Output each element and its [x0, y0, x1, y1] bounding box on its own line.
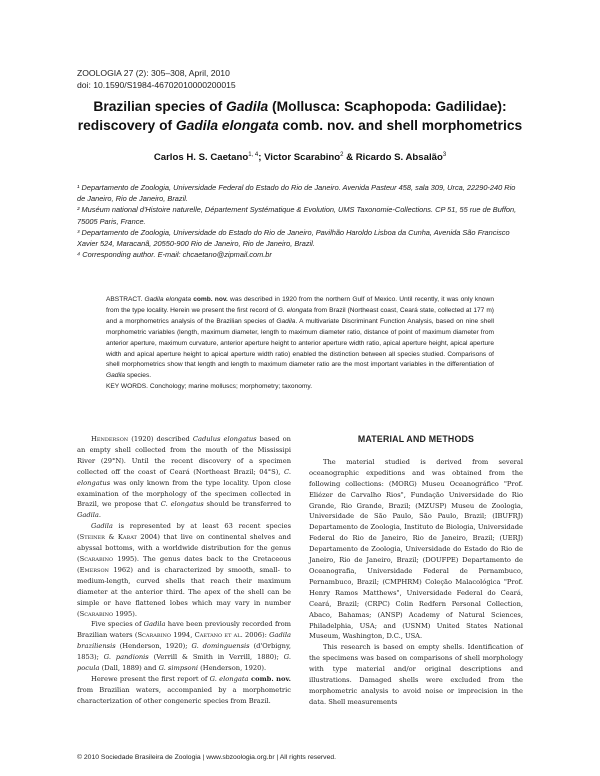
abstract-body: . A multivariate Discriminant Function Analysis, based on nine shell morphometric variables (length, maximum diameter, length to maximum diameter ratio, distance of point of maximum diameter from anterior aperture, maximum curvature, anterior aperture height to anterior aperture width ratio, apical aperture height, apical aperture width and apical aperture height to apical aperture width ratio) enabled the distinction between all species studied. Comparisons of shell morphometrics show that length and length to maximum diameter ratio are the most important variables in the differentiation of: [106, 317, 494, 369]
intro-paragraph: [77, 674, 291, 707]
body-text: (Dall, 1889) and: [99, 664, 159, 673]
body-text: (Henderson, 1920).: [198, 664, 267, 673]
body-text: Herewe present the first report of: [91, 674, 210, 683]
intro-paragraph: [77, 521, 291, 619]
species-name: C. elongatus: [160, 500, 204, 509]
intro-paragraph: [77, 619, 291, 674]
species-name: G. simpsoni: [158, 664, 199, 673]
section-heading: MATERIAL AND METHODS: [357, 434, 475, 444]
citation: Scarabino: [137, 631, 171, 640]
genus-name: Gadila: [91, 522, 113, 531]
body-text: Five species of: [91, 620, 144, 629]
affiliation: ¹ Departamento de Zoologia, Universidade Federal do Estado do Rio de Janeiro. Avenida Pasteur 458, sala 309, Urca, 22290-240 Rio de Janeiro, Rio de Janeiro, Brazil.: [77, 183, 516, 204]
body-text: 2006):: [242, 631, 270, 640]
genus-name: Gadila: [276, 317, 296, 325]
body-text: from Brazilian waters, accompanied by a morphometric characterization of other congeneric species from Brazil.: [77, 685, 291, 705]
journal-citation: ZOOLOGIA 27 (2): 305–308, April, 2010: [77, 68, 230, 78]
body-text: (Henderson, 1920);: [115, 642, 192, 651]
species-name: Gadila elongata: [144, 296, 192, 303]
species-name: Cadulus elongatus: [192, 435, 257, 443]
species-name: C. elongatus: [77, 467, 291, 487]
doi: doi: 10.1590/S1984-46702010000200015: [77, 79, 236, 90]
citation: Henderson: [91, 435, 129, 443]
species-name: G. elongata: [209, 674, 249, 683]
body-text: .: [98, 511, 102, 520]
author-name: & Ricardo S. Absalão: [343, 152, 443, 164]
citation: Steiner & Kabat: [79, 533, 137, 542]
species-name: Gadila braziliensis: [77, 631, 291, 651]
title-text: Brazilian species of: [93, 99, 227, 114]
methods-paragraph: The material studied is derived from several oceanographic expeditions and was obtained from the following collections: (MORG) Museu Oceanográfico "Prof. Eliézer de Carvalho Rios", Fundação Universidade do Rio Grande, Rio Grande, Brazil; (MZUSP) Museu de Zoologia, Universidade de São Paulo, São Paulo, Brazil; (IBUFRJ) Departamento de Zoologia, Instituto de Biologia, Universidade Federal do Rio de Janeiro, Rio de Janeiro, Brazil; (UERJ) Departamento de Zoologia, Universidade do Estado do Rio de Janeiro, Rio de Janeiro, Brazil; (DOUFPE) Departamento de Oceanografia, Universidade Federal de Pernambuco, Pernambuco, Brazil; (CMPHRM) Coleção Malacológica "Prof. Henry Ramos Matthews", Universidade Federal do Ceará, Ceará, Brazil; (CRPC) Colin Redfern Personal Collection, Abaco, Bahamas; (ANSP) Academy of Natural Sciences, Philadelphia, USA; and (USNM) United States National Museum, Washington, D.C., USA.: [309, 457, 523, 641]
body-text: 1994,: [170, 631, 195, 640]
abstract-body: from Brazil (Northeast coast, Ceará state, collected at 177 m) and a morphometrics analysis of the Brazilian species of: [106, 306, 495, 325]
body-text: (d'Orbigny, 1853);: [77, 642, 291, 662]
title-species: Gadila elongata: [175, 118, 279, 133]
paper-title: [77, 97, 523, 135]
comb-nov: comb. nov.: [191, 296, 228, 303]
title-text: rediscovery of: [77, 118, 176, 133]
journal-header: [77, 68, 236, 91]
body-text: should be transferred to: [203, 500, 291, 509]
body-text: have been previously recorded from Brazilian waters (: [77, 620, 291, 640]
body-text: 1962) and is characterized by smooth, small- to medium-length, curved shells that reach their maximum diameter at the anterior third. The apex of the shell can be simple or have flattened lobes which may vary in number (: [77, 565, 291, 618]
body-text: (Verrill & Smith in Verrill, 1880);: [148, 653, 284, 662]
comb-nov: comb. nov.: [248, 674, 291, 683]
affiliations: [77, 182, 523, 260]
title-genus: Gadila: [226, 99, 269, 114]
abstract: [106, 295, 494, 393]
genus-name: Gadila: [106, 372, 126, 380]
genus-name: Gadila: [77, 511, 99, 520]
author-name: Carlos H. S. Caetano: [153, 152, 249, 164]
body-text: 2004) that live on continental shelves and abyssal bottoms, with a worldwide distribution for the genus (: [77, 533, 291, 563]
species-name: G. dominguensis: [191, 642, 250, 651]
citation: Caetano et al.: [194, 631, 243, 640]
species-name: G. elongata: [277, 306, 312, 314]
corresponding-author: ⁴ Corresponding author. E-mail: chcaetano@zipmail.com.br: [77, 250, 272, 260]
author-list: [77, 152, 523, 163]
body-text: (1920) described: [128, 435, 193, 443]
body-text: 1995).: [113, 609, 138, 618]
left-column: [77, 434, 291, 707]
right-column: [309, 434, 523, 708]
genus-name: Gadila: [143, 620, 166, 629]
intro-paragraph: [77, 434, 291, 521]
keywords: KEY WORDS. Conchology; marine molluscs; morphometry; taxonomy.: [106, 383, 313, 391]
author-affil-mark: 3: [442, 152, 447, 158]
abstract-body: species.: [125, 372, 152, 380]
affiliation: ³ Departamento de Zoologia, Universidade do Estado do Rio de Janeiro, Pavilhão Haroldo Lisboa da Cunha, Avenida São Francisco Xavier 524, Maracanã, 20550-900 Rio de Janeiro, Rio de Janeiro, Brazil.: [77, 227, 510, 249]
abstract-body: was described in 1920 from the northern Gulf of Mexico. Until recently, it was only known from the type locality. Herein we present the first record of: [106, 296, 494, 314]
abstract-label: ABSTRACT.: [106, 296, 145, 303]
author-affil-mark: 1, 4: [248, 152, 259, 158]
species-name: G. pandionis: [103, 653, 149, 662]
body-text: is represented by at least 63 recent species (: [77, 522, 291, 542]
body-text: was only known from the type locality. Upon close examination of the morphology of the specimen collected in Brazil, we propose that: [77, 478, 291, 509]
body-text: based on an empty shell collected from the mouth of the Mississipi River (29°N). Until the recent discovery of a specimen collected off the coast of Ceará (Northeast Brazil; 04°S),: [77, 435, 291, 476]
methods-paragraph: This research is based on empty shells. Identification of the specimens was based on comparisons of shell morphology with type material and/or original descriptions and illustrations. Damaged shells were excluded from the morphometric analysis to avoid noise or imprecision in the data. Shell measurements: [309, 643, 523, 706]
body-text: 1995). The genus dates back to the Cretaceous (: [77, 554, 291, 574]
copyright-footer: © 2010 Sociedade Brasileira de Zoologia | www.sbzoologia.org.br | All rights reserved.: [77, 754, 337, 761]
title-text: comb. nov. and shell morphometrics: [278, 118, 523, 133]
citation: Scarabino: [79, 609, 114, 618]
author-name: ; Victor Scarabino: [258, 152, 341, 164]
abstract-text: [106, 295, 494, 382]
affiliation: ² Muséum national d'Histoire naturelle, Département Systématique & Evolution, UMS Taxonomie-Collections. CP 51, 55 rue de Buffon, 75005 Paris, France.: [77, 205, 517, 226]
citation: Scarabino: [79, 554, 114, 563]
species-name: G. pocula: [77, 653, 291, 673]
title-text: (Mollusca: Scaphopoda: Gadilidae):: [268, 99, 507, 114]
citation: Emerson: [79, 565, 109, 574]
author-affil-mark: 2: [340, 152, 344, 158]
